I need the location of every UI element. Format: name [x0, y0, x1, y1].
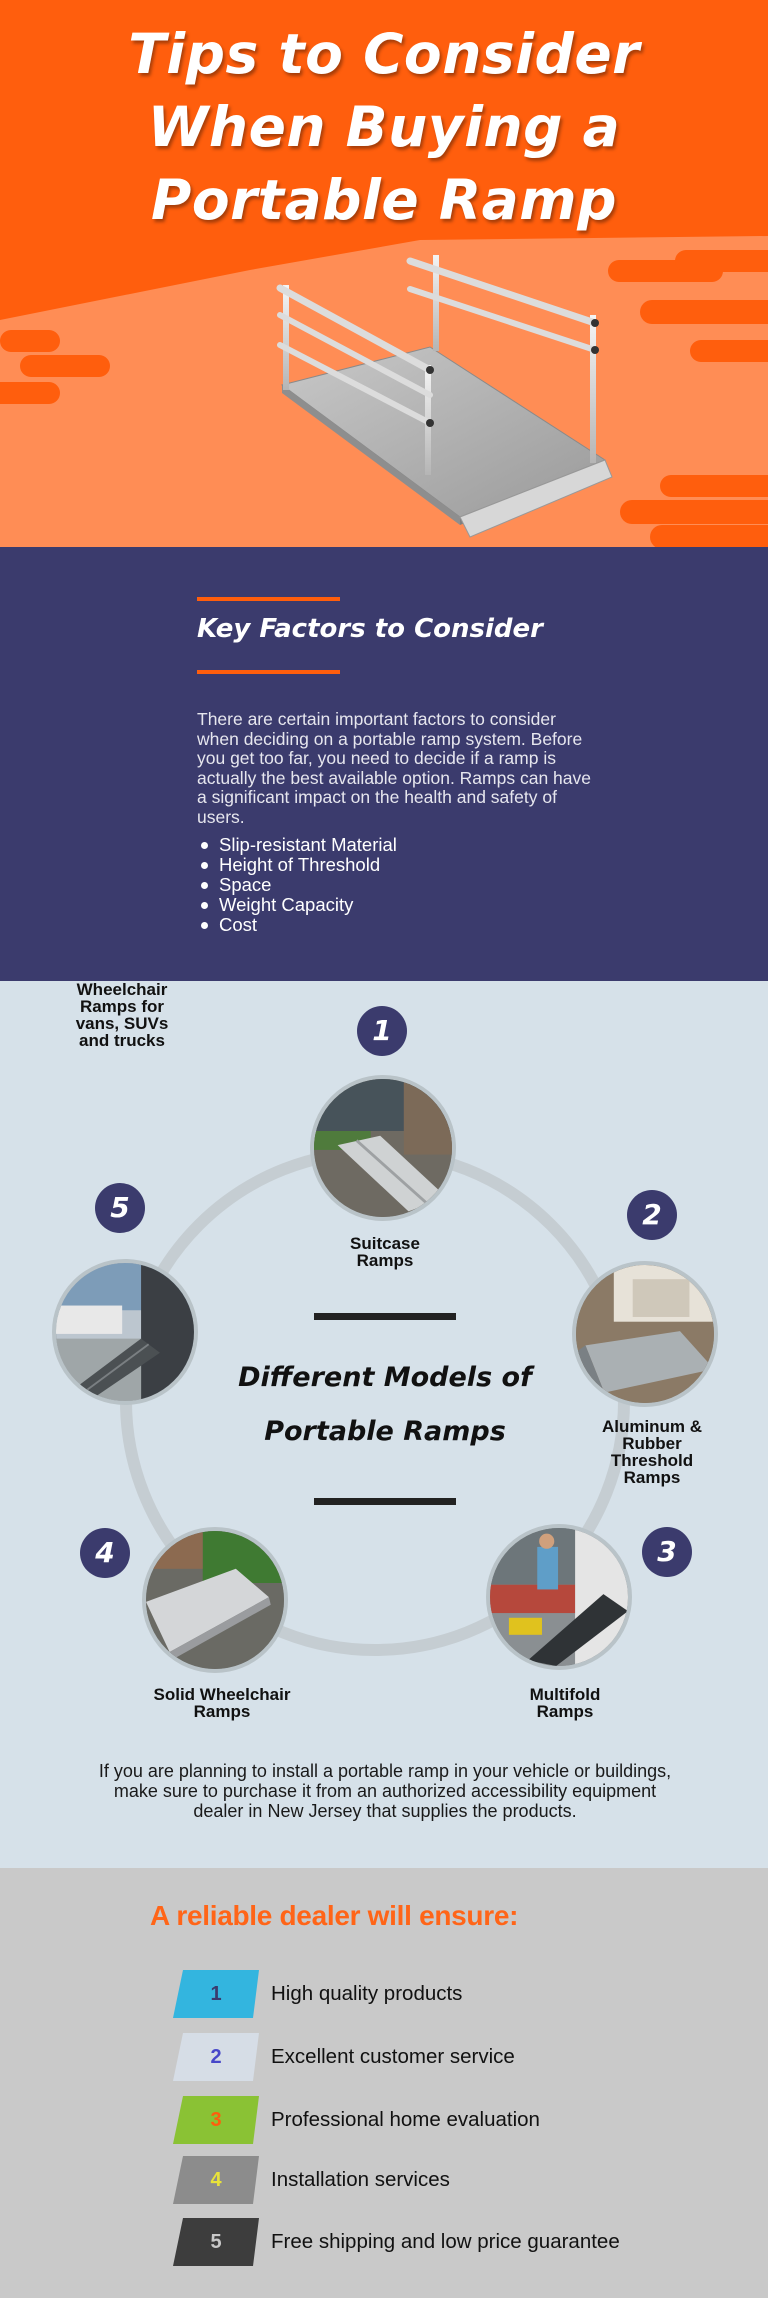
list-item: Cost	[197, 915, 397, 935]
dealer-item-text: Excellent customer service	[271, 2045, 515, 2068]
center-title-line: Portable Ramps	[264, 1416, 506, 1447]
model-label	[480, 1686, 650, 1720]
key-factors-title: Key Factors to Consider	[197, 614, 543, 644]
key-factors-section	[0, 547, 768, 981]
number-badge: 3	[642, 1527, 692, 1577]
hero-title-line: Tips to Consider	[128, 22, 640, 86]
model-label-line: Multifold	[529, 1685, 601, 1704]
tile-number: 3	[210, 2109, 222, 2131]
multifold-ramp-photo	[486, 1524, 632, 1670]
divider	[314, 1498, 456, 1505]
tile-number: 5	[210, 2231, 222, 2253]
model-label	[132, 1686, 312, 1720]
model-label-line: Ramps	[193, 1702, 251, 1721]
model-label-line: Aluminum &	[601, 1417, 703, 1436]
model-label-line: Ramps	[356, 1251, 414, 1270]
suitcase-ramp-photo	[310, 1075, 456, 1221]
list-item: Space	[197, 875, 397, 895]
divider	[197, 597, 340, 601]
tile-number: 2	[210, 2046, 222, 2068]
number-badge: 5	[95, 1183, 145, 1233]
model-label	[42, 981, 202, 1049]
solid-wheelchair-ramp-photo	[142, 1527, 288, 1673]
vehicle-ramp-photo	[52, 1259, 198, 1405]
portable-ramp-illustration	[270, 255, 620, 545]
model-label-line: Ramps	[536, 1702, 594, 1721]
list-item	[173, 2096, 613, 2144]
number-badge: 4	[80, 1528, 130, 1578]
model-label-line: Threshold	[610, 1451, 694, 1470]
model-label-line: Ramps	[623, 1468, 681, 1487]
dealer-item-text: Installation services	[271, 2168, 450, 2191]
number-tile	[173, 2218, 259, 2266]
key-factors-list	[197, 835, 397, 935]
number-tile	[173, 1970, 259, 2018]
hero-title-line: Portable Ramp	[151, 168, 617, 232]
number-tile	[173, 2033, 259, 2081]
model-label-line: Ramps for	[79, 997, 165, 1016]
divider	[197, 670, 340, 674]
dealer-title: A reliable dealer will ensure:	[150, 1900, 519, 1931]
dealer-item-text: Free shipping and low price guarantee	[271, 2230, 620, 2253]
model-label-line: Wheelchair	[76, 980, 168, 999]
list-item	[173, 2156, 613, 2204]
models-center-title	[200, 1351, 570, 1459]
dealer-item-text: Professional home evaluation	[271, 2108, 540, 2131]
list-item	[173, 2033, 613, 2081]
number-tile	[173, 2156, 259, 2204]
model-label-line: Suitcase	[350, 1234, 420, 1253]
model-label	[572, 1418, 732, 1486]
tile-number: 1	[210, 1983, 222, 2005]
divider	[314, 1313, 456, 1320]
model-label	[300, 1235, 470, 1269]
model-label-line: Rubber	[622, 1434, 682, 1453]
list-item: Slip-resistant Material	[197, 835, 397, 855]
number-tile	[173, 2096, 259, 2144]
hero-banner	[0, 0, 768, 547]
number-badge: 1	[357, 1006, 407, 1056]
key-factors-paragraph: There are certain important factors to consider when deciding on a portable ramp system. Before you get too far, you need to decide if a ramp is actually the best available option. Ramps can have a significant impact on the health and safety of users.	[197, 709, 591, 827]
dealer-section	[0, 1868, 768, 2298]
list-item: Weight Capacity	[197, 895, 397, 915]
center-title-line: Different Models of	[238, 1362, 532, 1393]
hero-title-line: When Buying a	[147, 95, 621, 159]
model-label-line: and trucks	[79, 1031, 165, 1050]
models-note: If you are planning to install a portable ramp in your vehicle or buildings, make sure to purchase it from an authorized accessibility equipment dealer in New Jersey that supplies the products.	[98, 1761, 672, 1821]
hero-title	[0, 18, 768, 237]
list-item	[173, 2218, 620, 2266]
ramp-models-section	[0, 981, 768, 1868]
model-label-line: vans, SUVs	[75, 1014, 169, 1033]
number-badge: 2	[627, 1190, 677, 1240]
dealer-item-text: High quality products	[271, 1982, 463, 2005]
model-label-line: Solid Wheelchair	[153, 1685, 291, 1704]
threshold-ramp-photo	[572, 1261, 718, 1407]
tile-number: 4	[210, 2169, 222, 2191]
list-item: Height of Threshold	[197, 855, 397, 875]
list-item	[173, 1970, 613, 2018]
